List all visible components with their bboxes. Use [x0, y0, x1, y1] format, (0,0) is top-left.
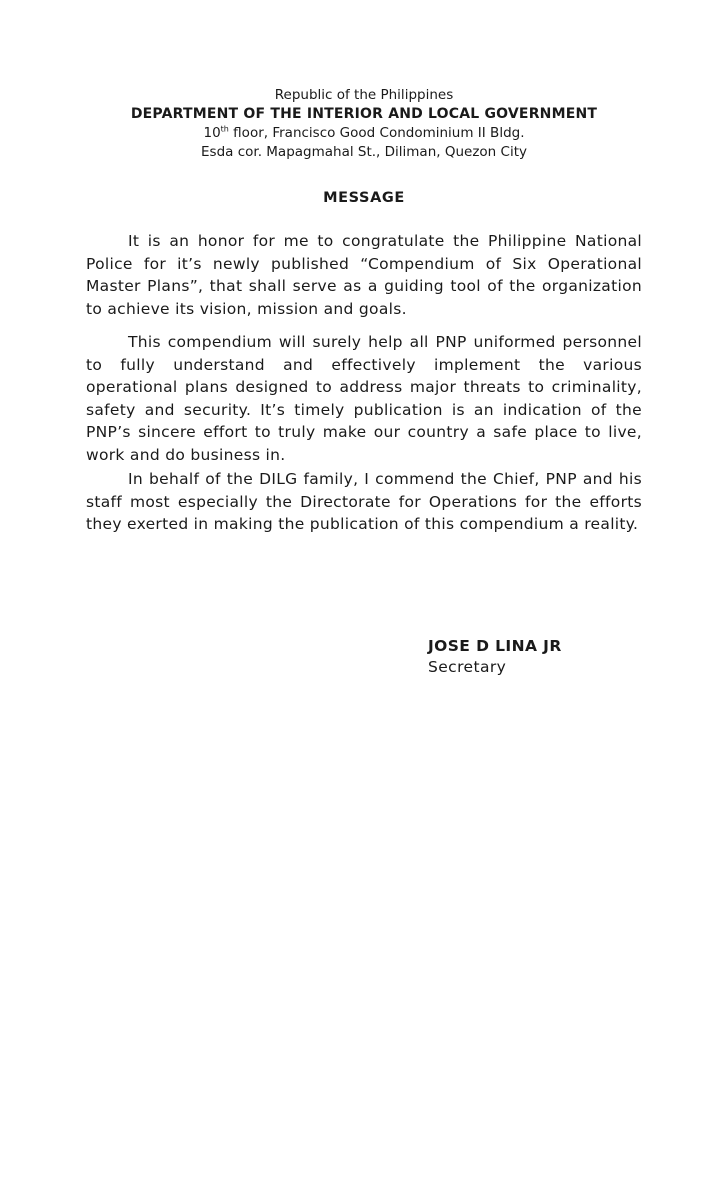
letterhead — [0, 86, 728, 162]
paragraph-text: It is an honor for me to congratulate the Philippine National Police for it’s newly published “Compendium of Six Operational Master Plans”, that shall serve as a guiding tool of the organization to achieve its vision, mission and goals. — [86, 232, 642, 318]
paragraph-text: This compendium will surely help all PNP uniformed personnel to fully understand and effectively implement the various operational plans designed to address major threats to criminality, safety and security. It’s timely publication is an indication of the PNP’s sincere effort to truly make our country a safe place to live, work and do business in. — [86, 333, 642, 464]
address-line-1 — [0, 124, 728, 143]
message-paragraph-1 — [86, 230, 642, 320]
signature-block — [428, 636, 562, 678]
address-line-1-rest: floor, Francisco Good Condominium II Bldg. — [228, 125, 525, 141]
message-paragraph-2 — [86, 331, 642, 466]
paragraph-text: In behalf of the DILG family, I commend the Chief, PNP and his staff most especially the Directorate for Operations for the efforts they exerted in making the publication of this compendium a reality. — [86, 470, 642, 533]
floor-suffix: th — [220, 124, 229, 134]
signatory-title: Secretary — [428, 658, 507, 676]
department-name: DEPARTMENT OF THE INTERIOR AND LOCAL GOVERNMENT — [130, 106, 598, 122]
floor-number: 10 — [203, 125, 221, 141]
signatory-name: JOSE D LINA JR — [428, 637, 562, 655]
address-line-2: Esda cor. Mapagmahal St., Diliman, Quezon City — [201, 144, 527, 160]
country-line: Republic of the Philippines — [274, 87, 454, 103]
message-paragraph-3 — [86, 468, 642, 536]
message-title: MESSAGE — [323, 190, 405, 206]
